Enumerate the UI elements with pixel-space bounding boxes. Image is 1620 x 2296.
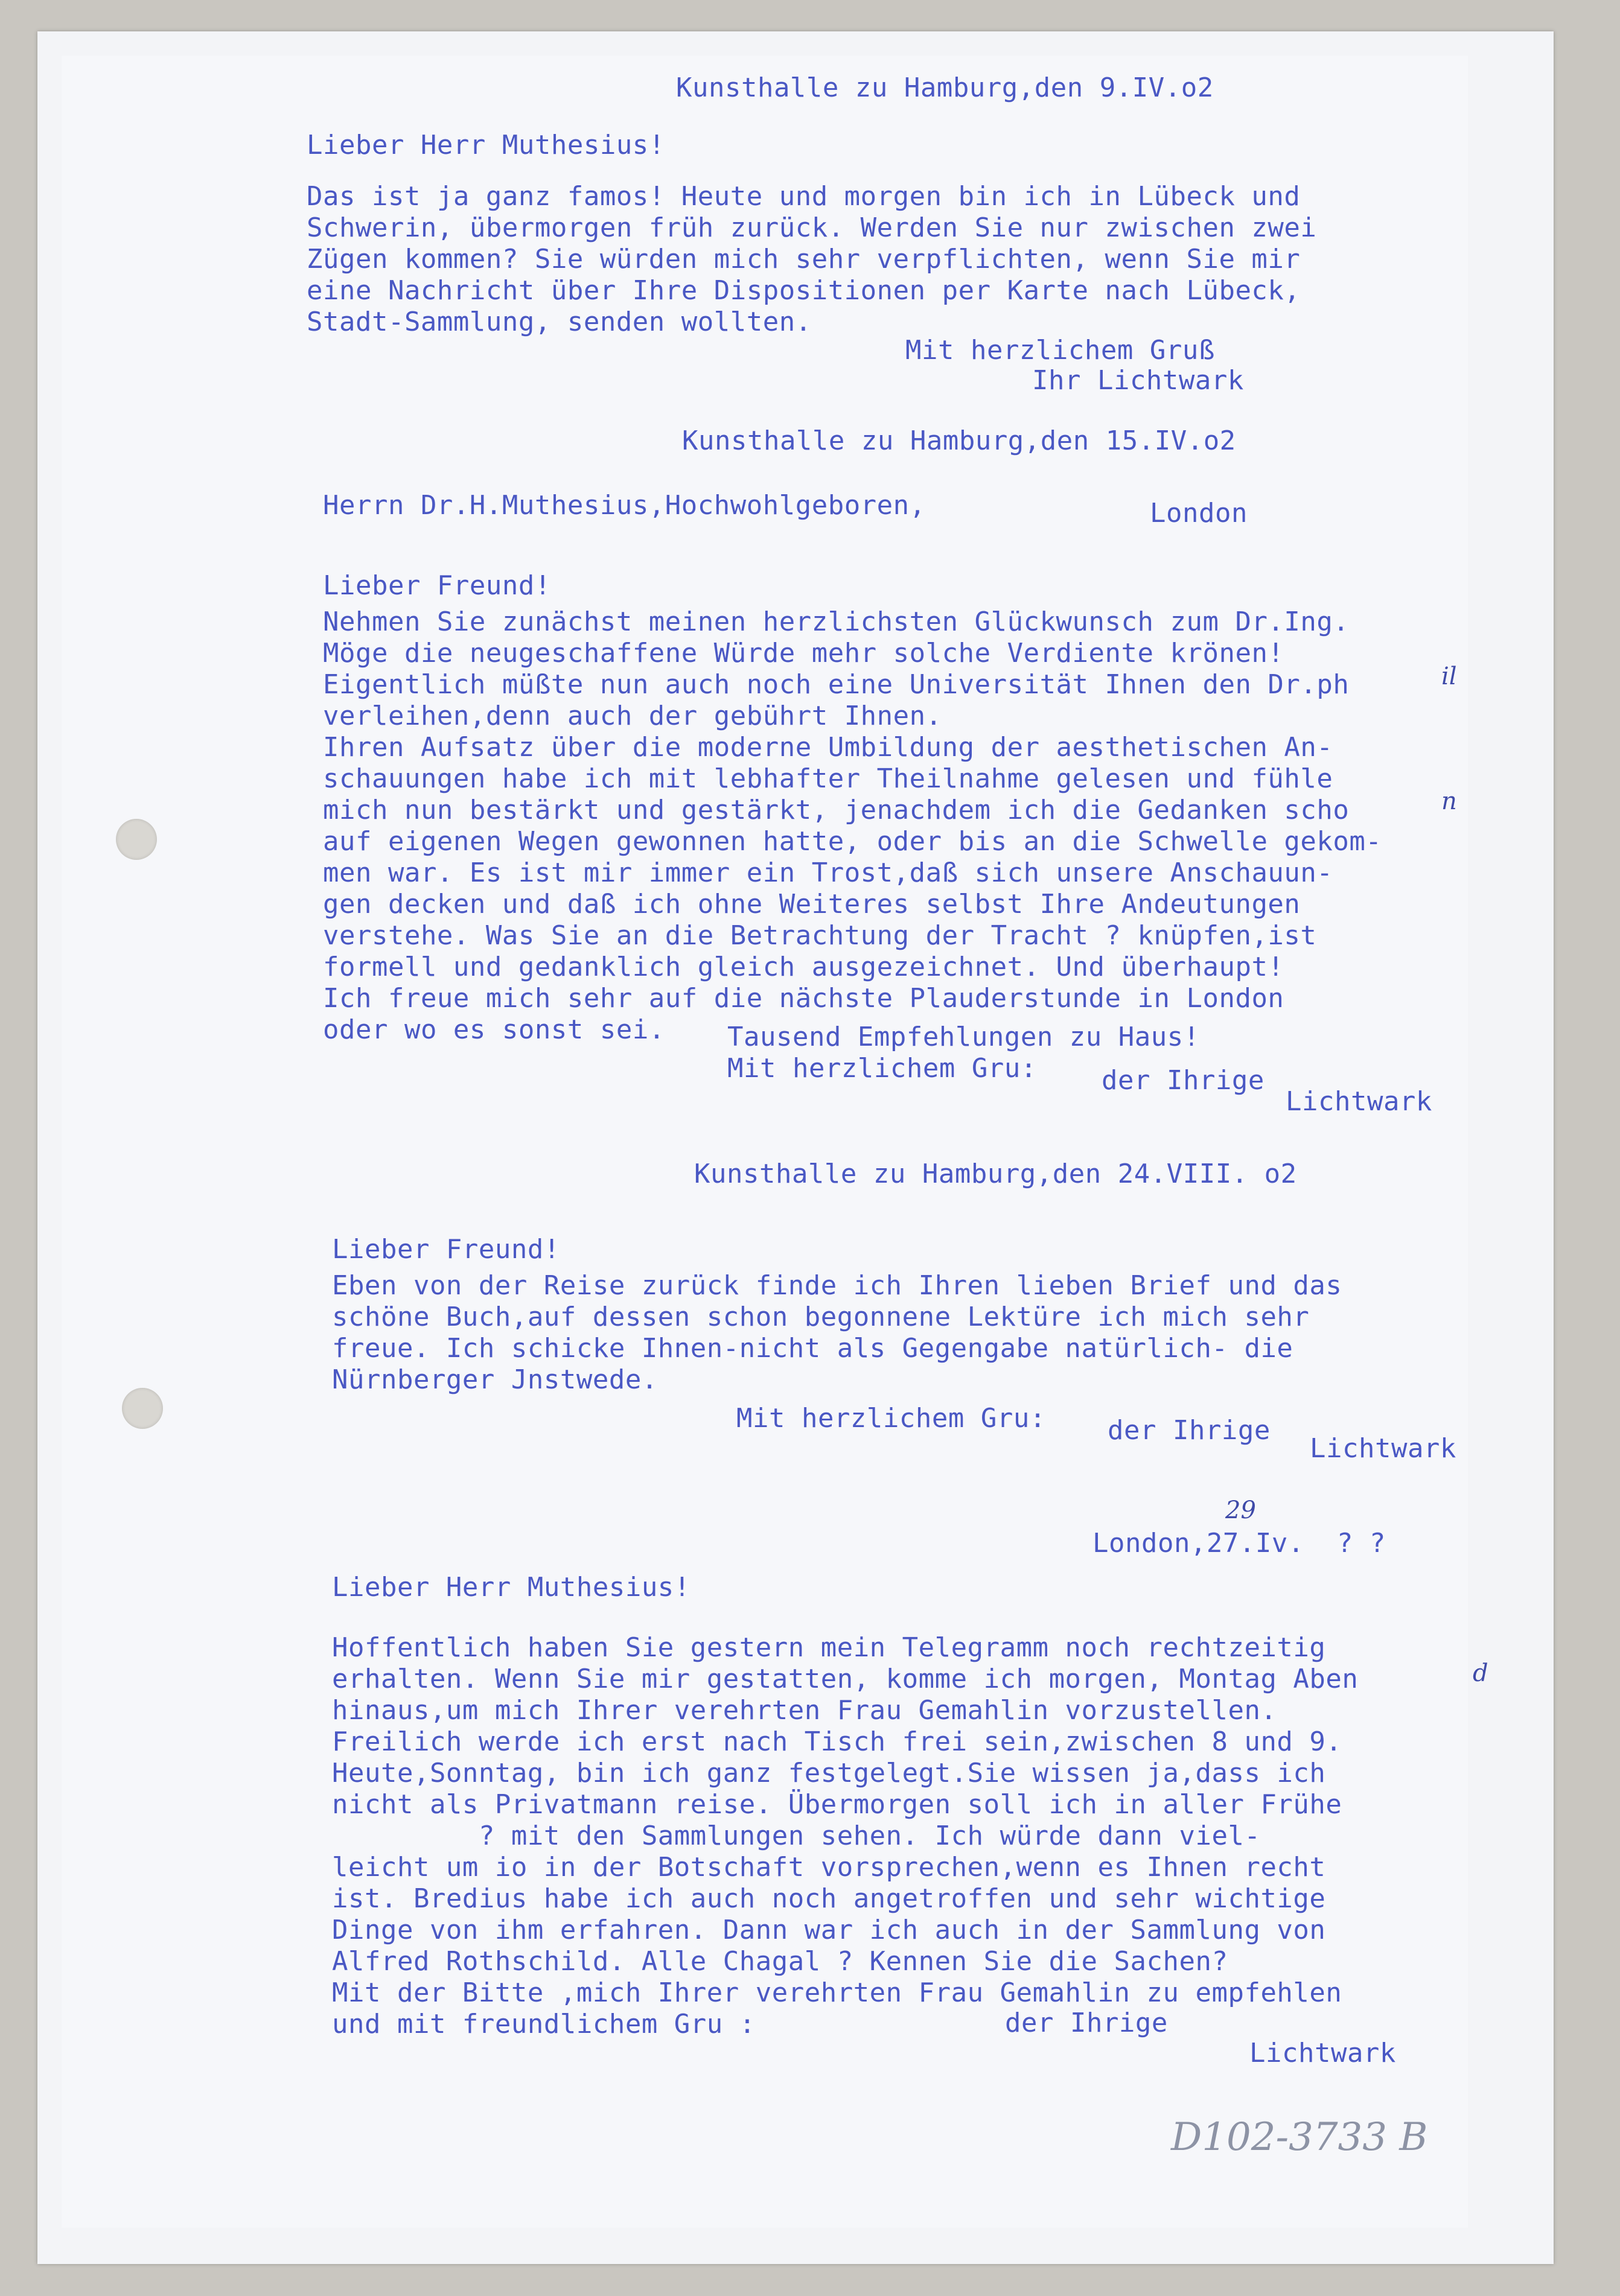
letter4-body-line: Alfred Rothschild. Alle Chagal ? Kennen Sie die Sachen? [332,1946,1228,1977]
letter4-body-line: Heute,Sonntag, bin ich ganz festgelegt.Sie wissen ja,dass ich [332,1758,1326,1789]
letter4-body-line: ? mit den Sammlungen sehen. Ich würde dann viel- [332,1821,1261,1851]
letter1-closing-signature: Ihr Lichtwark [1032,365,1244,396]
letter2-body-line: schauungen habe ich mit lebhafter Theilnahme gelesen und fühle [323,763,1333,794]
archive-number: D102-3733 B [1171,2115,1428,2160]
letter1-body-line: Zügen kommen? Sie würden mich sehr verpflichten, wenn Sie mir [307,244,1301,275]
letter4-body-line: Hoffentlich haben Sie gestern mein Telegramm noch rechtzeitig [332,1632,1326,1663]
letter3-body-line: Eben von der Reise zurück finde ich Ihren lieben Brief und das [332,1270,1342,1301]
letter4-body-line: und mit freundlichem Gru : [332,2009,756,2040]
letter4-salutation: Lieber Herr Muthesius! [332,1572,690,1603]
punch-hole [122,1388,163,1429]
letter2-body-line: verstehe. Was Sie an die Betrachtung der Tracht ? knüpfen,ist [323,920,1317,951]
letter2-closing-ihrige: der Ihrige [1102,1065,1264,1096]
letter1-body-line: eine Nachricht über Ihre Dispositionen per Karte nach Lübeck, [307,275,1301,306]
letter4-closing-ihrige: der Ihrige [1005,2008,1168,2038]
handwritten-date-correction: 29 [1225,1496,1256,1524]
letter1-body-line: Stadt-Sammlung, senden wollten. [307,307,812,337]
letter2-body-line: Nehmen Sie zunächst meinen herzlichsten Glückwunsch zum Dr.Ing. [323,606,1350,637]
letter2-addressee-city: London [1150,498,1248,529]
letter2-salutation: Lieber Freund! [323,570,551,601]
letter4-body-line: leicht um io in der Botschaft vorsprechen,wenn es Ihnen recht [332,1852,1326,1883]
letter4-place-date: London,27.Iv. ? ? [1092,1528,1386,1559]
punch-hole [116,819,157,860]
letter3-closing-ihrige: der Ihrige [1108,1415,1271,1446]
letter1-place-date: Kunsthalle zu Hamburg,den 9.IV.o2 [676,72,1214,103]
letter1-salutation: Lieber Herr Muthesius! [307,130,665,161]
handwritten-addition: d [1473,1659,1488,1687]
letter2-body-line: gen decken und daß ich ohne Weiteres selbst Ihre Andeutungen [323,889,1301,920]
letter4-closing-signature: Lichtwark [1249,2038,1396,2069]
letter2-body-line: Ich freue mich sehr auf die nächste Plauderstunde in London [323,983,1284,1014]
letter4-body-line: ist. Bredius habe ich auch noch angetroffen und sehr wichtige [332,1883,1326,1914]
letter3-salutation: Lieber Freund! [332,1234,560,1265]
letter4-body-line: erhalten. Wenn Sie mir gestatten, komme ich morgen, Montag Aben [332,1664,1359,1694]
letter2-place-date: Kunsthalle zu Hamburg,den 15.IV.o2 [682,425,1236,456]
letter2-body-line: verleihen,denn auch der gebührt Ihnen. [323,701,942,731]
letter3-closing-signature: Lichtwark [1310,1433,1456,1464]
letter2-body-line: formell und gedanklich gleich ausgezeichnet. Und überhaupt! [323,952,1284,982]
letter2-body-line: oder wo es sonst sei. [323,1014,665,1045]
letter3-body-line: Nürnberger Jnstwede. [332,1364,658,1395]
letter4-body-line: Mit der Bitte ,mich Ihrer verehrten Frau Gemahlin zu empfehlen [332,1977,1342,2008]
letter4-body-line: nicht als Privatmann reise. Übermorgen soll ich in aller Frühe [332,1789,1342,1820]
letter2-closing-greeting: Mit herzlichem Gru: [727,1053,1037,1084]
letter2-body-line: men war. Es ist mir immer ein Trost,daß sich unsere Anschauun- [323,857,1333,888]
letter4-body-line: Dinge von ihm erfahren. Dann war ich auch in der Sammlung von [332,1915,1326,1945]
letter1-body-line: Das ist ja ganz famos! Heute und morgen bin ich in Lübeck und [307,181,1301,212]
handwritten-addition: n [1441,787,1457,815]
letter2-body-line: Ihren Aufsatz über die moderne Umbildung der aesthetischen An- [323,732,1333,763]
letter2-closing-regards: Tausend Empfehlungen zu Haus! [727,1022,1200,1052]
letter2-body-line: auf eigenen Wegen gewonnen hatte, oder bis an die Schwelle gekom- [323,826,1382,857]
letter4-body-line: Freilich werde ich erst nach Tisch frei sein,zwischen 8 und 9. [332,1726,1342,1757]
letter2-body-line: Eigentlich müßte nun auch noch eine Universität Ihnen den Dr.ph [323,669,1350,700]
letter2-addressee: Herrn Dr.H.Muthesius,Hochwohlgeboren, [323,490,926,521]
letter4-body-line: hinaus,um mich Ihrer verehrten Frau Gemahlin vorzustellen. [332,1695,1277,1726]
letter1-body-line: Schwerin, übermorgen früh zurück. Werden Sie nur zwischen zwei [307,212,1317,243]
letter3-closing-greeting: Mit herzlichem Gru: [736,1403,1046,1434]
letter3-body-line: freue. Ich schicke Ihnen-nicht als Gegengabe natürlich- die [332,1333,1293,1364]
letter2-body-line: mich nun bestärkt und gestärkt, jenachdem ich die Gedanken scho [323,795,1350,825]
letter3-place-date: Kunsthalle zu Hamburg,den 24.VIII. o2 [694,1159,1297,1189]
letter3-body-line: schöne Buch,auf dessen schon begonnene Lektüre ich mich sehr [332,1302,1310,1332]
letter2-closing-signature: Lichtwark [1286,1086,1432,1117]
letter2-body-line: Möge die neugeschaffene Würde mehr solche Verdiente krönen! [323,638,1284,669]
handwritten-addition: il [1441,663,1457,690]
letter1-closing-greeting: Mit herzlichem Gruß [905,335,1215,366]
